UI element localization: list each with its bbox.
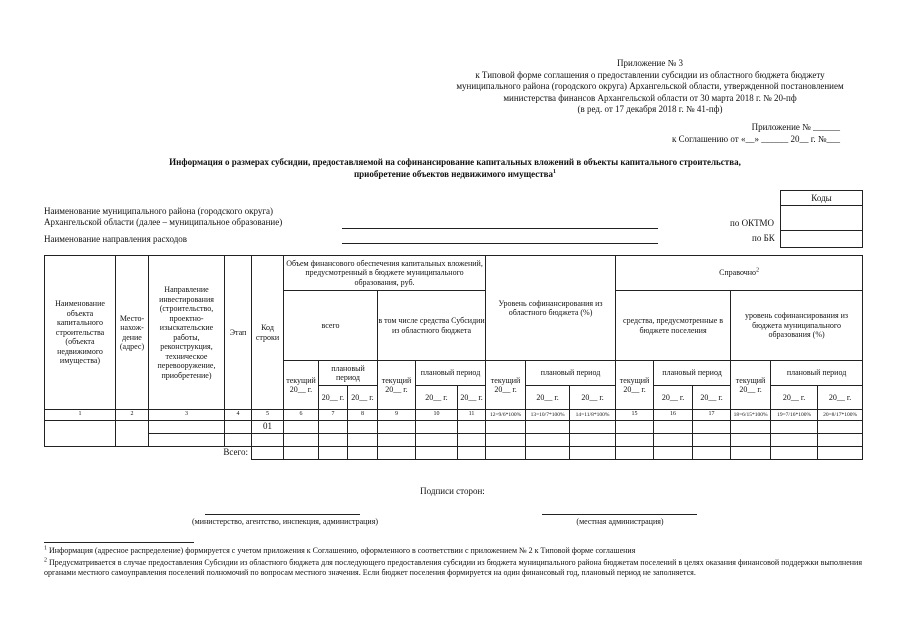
header-reference-footnote-mark: 2: [756, 267, 760, 274]
column-number: 3: [149, 410, 225, 421]
data-cell[interactable]: [818, 420, 863, 433]
data-cell[interactable]: [458, 433, 486, 446]
subsidy-current: [378, 361, 416, 410]
total-cell[interactable]: [378, 446, 416, 459]
header-volume: Объем финансового обеспечения капитальных вложений, предусмотренный в бюджете муниципального образования, руб.: [284, 256, 486, 291]
header-code: Код строки: [252, 256, 284, 410]
total-cell[interactable]: [319, 446, 348, 459]
total-cell[interactable]: [616, 446, 654, 459]
footnote-1-mark: 1: [44, 545, 47, 552]
data-cell[interactable]: [486, 420, 526, 433]
left-signature-line[interactable]: [205, 514, 360, 515]
title-line-1: Информация о размерах субсидии, предоставляемой на софинансирование капитальных вложений в объекты капитального строительства,: [169, 157, 741, 167]
appendix-line-4: (в ред. от 17 декабря 2018 г. № 41-пф): [577, 104, 723, 114]
oktmo-label: по ОКТМО: [730, 218, 774, 228]
total-code-cell[interactable]: [252, 446, 284, 459]
data-cell[interactable]: [378, 433, 416, 446]
stage-cell[interactable]: [225, 433, 252, 446]
appendix-line-3: министерства финансов Архангельской области от 30 марта 2018 г. № 20-пф: [503, 92, 797, 103]
municipality-label-1: Наименование муниципального района (городского округа): [44, 206, 274, 216]
codes-table: [780, 190, 863, 248]
data-cell[interactable]: [693, 433, 731, 446]
column-number: 10: [416, 410, 458, 421]
header-level-regional: Уровень софинансирования из областного бюджета (%): [486, 256, 616, 361]
data-cell[interactable]: [378, 420, 416, 433]
current-year: 20__ г.: [623, 385, 646, 394]
current-label: текущий: [619, 375, 650, 385]
data-cell[interactable]: [693, 420, 731, 433]
total-current: [284, 361, 319, 410]
column-number: 16: [654, 410, 693, 421]
current-year: 20__ г.: [494, 385, 517, 394]
total-cell[interactable]: [458, 446, 486, 459]
table-row: [45, 433, 863, 446]
right-signature-caption: (местная администрация): [576, 517, 664, 526]
direction-cell[interactable]: [149, 433, 225, 446]
footnote-2-text: Предусматривается в случае предоставления Субсидии из областного бюджета для последующего предоставления субсидии из бюджета муниципального района бюджетам поселений в целях оказания финансовой поддержки выполнения органами местного самоуправления поселений полномочий по вопросам местного значения. Если бюджет поселения формируется на один финансовый год, плановый период не заполняется.: [44, 558, 863, 577]
data-cell[interactable]: [570, 433, 616, 446]
agreement-appendix: [620, 122, 840, 145]
bk-code-cell[interactable]: [781, 231, 863, 248]
header-stage: Этап: [225, 256, 252, 410]
total-cell[interactable]: [526, 446, 570, 459]
year-cell: 20__ г.: [818, 386, 863, 410]
object-cell[interactable]: [45, 420, 116, 446]
data-cell[interactable]: [284, 420, 319, 433]
header-settlement: средства, предусмотренные в бюджете поселения: [616, 291, 731, 361]
appendix-number: Приложение № 3: [617, 58, 683, 68]
column-number: 9: [378, 410, 416, 421]
muni-level-current: [731, 361, 771, 410]
current-label: текущий: [286, 375, 316, 385]
total-row: [45, 446, 863, 459]
settlement-current: [616, 361, 654, 410]
municipality-label: [44, 206, 282, 228]
data-cell[interactable]: [771, 420, 818, 433]
total-label: Всего:: [223, 447, 248, 457]
year-cell: 20__ г.: [319, 386, 348, 410]
signatures-heading: Подписи сторон:: [420, 486, 485, 496]
level-current: [486, 361, 526, 410]
data-cell[interactable]: [818, 433, 863, 446]
settlement-planned: плановый период: [654, 361, 731, 386]
total-cell[interactable]: [693, 446, 731, 459]
total-cell[interactable]: [654, 446, 693, 459]
header-location: Место-нахож-дение (адрес): [116, 256, 149, 410]
year-cell: 20__ г.: [348, 386, 378, 410]
data-cell[interactable]: [416, 420, 458, 433]
location-cell[interactable]: [116, 420, 149, 446]
codes-header: Коды: [781, 191, 863, 206]
title-footnote-mark: 1: [553, 169, 557, 175]
data-cell[interactable]: [616, 433, 654, 446]
data-cell[interactable]: [526, 420, 570, 433]
total-cell[interactable]: [416, 446, 458, 459]
footnote-2: [44, 558, 862, 578]
direction-fill-line[interactable]: [342, 243, 658, 244]
muni-level-planned: плановый период: [771, 361, 863, 386]
table-row: [45, 420, 863, 433]
column-number: 17: [693, 410, 731, 421]
footnote-divider: [44, 542, 194, 543]
column-number: 4: [225, 410, 252, 421]
row-code: 01: [252, 420, 284, 433]
column-numbers-row: [45, 410, 863, 421]
column-number: 13=10/7*100%: [526, 410, 570, 421]
footnote-1: [44, 546, 862, 556]
data-cell[interactable]: [348, 420, 378, 433]
data-cell[interactable]: [526, 433, 570, 446]
column-number: 6: [284, 410, 319, 421]
data-cell[interactable]: [731, 433, 771, 446]
header-level-muni: уровень софинансирования из бюджета муниципального образования (%): [731, 291, 863, 361]
level-planned: плановый период: [526, 361, 616, 386]
left-signature-caption: (министерство, агентство, инспекция, администрация): [191, 517, 379, 526]
year-cell: 20__ г.: [416, 386, 458, 410]
header-direction: Направление инвестирования (строительство, проектно-изыскательские работы, реконструкция, техническое перевооружение, приобретение): [149, 256, 225, 410]
subsidy-planned: плановый период: [416, 361, 486, 386]
column-number: 15: [616, 410, 654, 421]
header-reference-label: Справочно: [719, 268, 757, 278]
year-cell: 20__ г.: [693, 386, 731, 410]
column-number: 18=6/15*100%: [731, 410, 771, 421]
current-year: 20__ г.: [385, 385, 408, 394]
stage-cell[interactable]: [225, 420, 252, 433]
data-cell[interactable]: [731, 420, 771, 433]
subsidy-table: [44, 255, 863, 460]
agreement-appendix-number: Приложение № ______: [751, 122, 840, 132]
data-cell[interactable]: [654, 420, 693, 433]
data-cell[interactable]: [284, 433, 319, 446]
municipality-label-2: Архангельской области (далее – муниципальное образование): [44, 217, 283, 227]
appendix-line-1: к Типовой форме соглашения о предоставлении субсидии из областного бюджета бюджету: [475, 69, 825, 80]
code-cell[interactable]: [252, 433, 284, 446]
year-cell: 20__ г.: [526, 386, 570, 410]
data-cell[interactable]: [319, 420, 348, 433]
agreement-reference: к Соглашению от «__» ______ 20__ г. №___: [672, 133, 840, 144]
total-cell[interactable]: [771, 446, 818, 459]
right-signature-line[interactable]: [542, 514, 697, 515]
municipality-fill-line[interactable]: [342, 228, 658, 229]
current-year: 20__ г.: [289, 385, 313, 394]
column-number: 11: [458, 410, 486, 421]
data-cell[interactable]: [458, 420, 486, 433]
header-object: Наименование объекта капитального строительства (объекта недвижимого имущества): [45, 256, 116, 410]
appendix-line-2: муниципального района (городского округа) Архангельской области, утвержденной постановлением: [456, 81, 844, 91]
column-number: 14=11/8*100%: [570, 410, 616, 421]
column-number: 1: [45, 410, 116, 421]
direction-label: Наименование направления расходов: [44, 234, 188, 244]
total-cell[interactable]: [348, 446, 378, 459]
bk-label: по БК: [752, 233, 775, 243]
total-cell[interactable]: [486, 446, 526, 459]
data-cell[interactable]: [570, 420, 616, 433]
total-cell[interactable]: [731, 446, 771, 459]
year-cell: 20__ г.: [771, 386, 818, 410]
column-number: 2: [116, 410, 149, 421]
current-label: текущий: [735, 375, 766, 385]
column-number: 5: [252, 410, 284, 421]
footnote-1-text: Информация (адресное распределение) формируется с учетом приложения к Соглашению, оформленного в соответствии с приложением № 2 к Типовой форме соглашения: [49, 546, 636, 555]
direction-cell[interactable]: [149, 420, 225, 433]
total-planned: плановый период: [319, 361, 378, 386]
data-cell[interactable]: [319, 433, 348, 446]
data-cell[interactable]: [486, 433, 526, 446]
data-cell[interactable]: [654, 433, 693, 446]
current-year: 20__ г.: [739, 385, 762, 394]
document-title: [60, 156, 850, 180]
footnote-2-mark: 2: [44, 557, 47, 564]
header-reference: [616, 256, 863, 291]
data-cell[interactable]: [616, 420, 654, 433]
column-number: 20=8/17*100%: [818, 410, 863, 421]
current-label: текущий: [381, 375, 412, 385]
header-total: всего: [284, 291, 378, 361]
data-cell[interactable]: [771, 433, 818, 446]
total-cell[interactable]: [284, 446, 319, 459]
column-number: 19=7/16*100%: [771, 410, 818, 421]
column-number: 8: [348, 410, 378, 421]
total-cell[interactable]: [818, 446, 863, 459]
year-cell: 20__ г.: [458, 386, 486, 410]
column-number: 7: [319, 410, 348, 421]
title-line-2: приобретение объектов недвижимого имущества: [353, 169, 554, 179]
header-subsidy: в том числе средства Субсидии из областного бюджета: [378, 291, 486, 361]
data-cell[interactable]: [416, 433, 458, 446]
year-cell: 20__ г.: [570, 386, 616, 410]
current-label: текущий: [490, 375, 521, 385]
appendix-header: [430, 58, 870, 116]
year-cell: 20__ г.: [654, 386, 693, 410]
column-number: 12=9/6*100%: [486, 410, 526, 421]
data-cell[interactable]: [348, 433, 378, 446]
total-cell[interactable]: [570, 446, 616, 459]
oktmo-code-cell[interactable]: [781, 206, 863, 231]
